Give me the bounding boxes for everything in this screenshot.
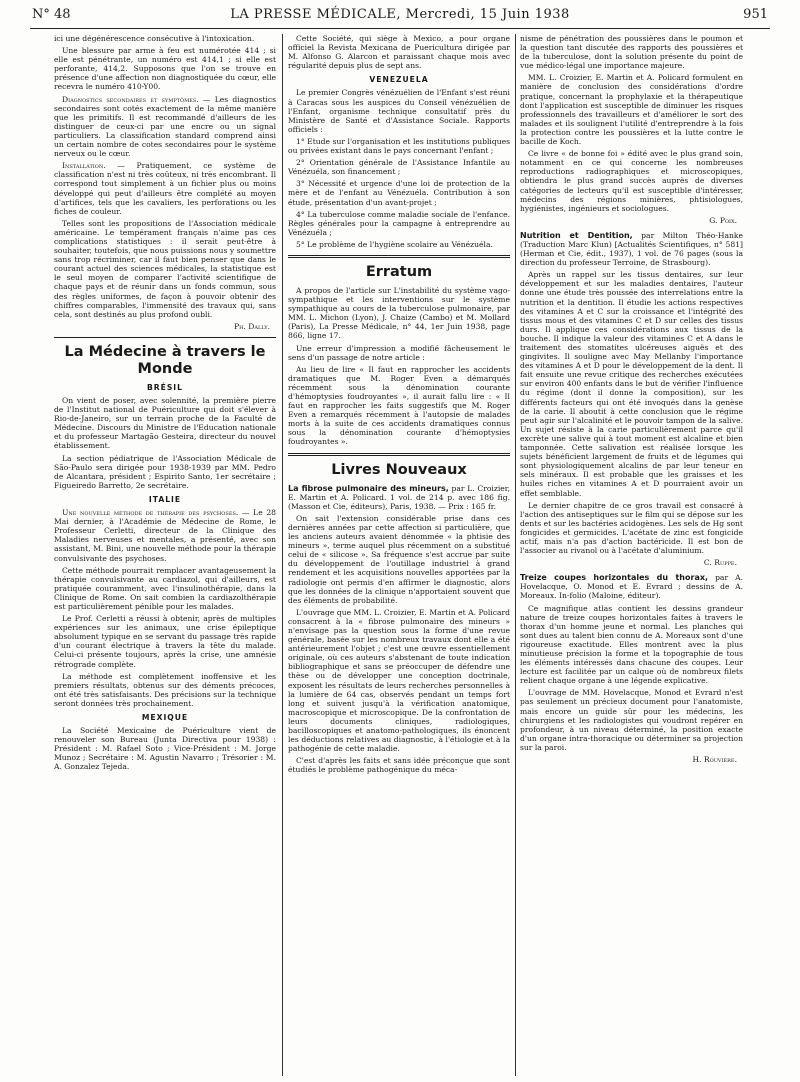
signature: G. Poix.	[709, 215, 737, 225]
review-title: Treize coupes horizontales du thorax,	[520, 573, 709, 583]
paragraph: L'ouvrage que MM. L. Croizier, E. Martin et A. Policard consacrent à la « fibrose pulmonaire des mineurs » n'envisage pas la question sous la forme d'une revue générale, basée sur les nombreux travaux dont elle a été antérieurement l'objet ; c'est une œuvre essentiellement originale, où ces auteurs s'abstenant de toute indication bibliographique et sans se préoccuper de défendre une thèse ou de développer une conception doctrinale, exposent les résultats de leurs recherches personnelles à la lumière de 64 cas, observés pendant un temps fort long et suivent jusqu'à la vérification anatomique, macroscopique et microscopique. De la confrontation de leurs documents cliniques, radiologiques, bacilloscopiques et anatomo-pathologiques, ils énoncent les déductions relatives au diagnostic, à l'étiologie et à la pathogénie de cette maladie.	[288, 607, 510, 754]
divider	[54, 337, 276, 338]
paragraph-text: — Pratiquement, ce système de classification n'est ni très coûteux, ni très encombrant. Il correspond tout simplement à un fichier plus ou moins développé qui peut d'ailleurs être complété au moyen d'artifices, tels que les cavaliers, les perforations ou les fiches de couleur.	[54, 161, 276, 216]
review-title: Nutrition et Dentition,	[520, 230, 633, 240]
list-item: 2° Orientation générale de l'Assistance Infantile au Vénézuéla, son financement ;	[288, 158, 510, 177]
paragraph: ici une dégénérescence consécutive à l'intoxication.	[54, 34, 255, 43]
list-item: 5° Le problème de l'hygiène scolaire au Vénézuéla.	[296, 239, 493, 249]
list-item: 1° Etude sur l'organisation et les institutions publiques ou privées existant dans le pays concernant l'enfant ;	[288, 136, 510, 156]
country-heading: MEXIQUE	[141, 713, 189, 722]
section-title: La Médecine à travers le Monde	[64, 343, 266, 377]
paragraph: La section pédiatrique de l'Association Médicale de São-Paulo sera dirigée pour 1938-1939 par MM. Pedro de Alcantara, président ; Espirito Santo, 1er secrétaire ; Figueiredo Barretto, 2e secrétaire.	[54, 453, 276, 490]
paragraph-text: — Le 28 Mai dernier, à l'Académie de Médecine de Rome, le Professeur Cerletti, directeur de la Clinique des Maladies nerveuses et mentales, a présenté, avec son assistant, M. Bini, une nouvelle méthode pour la thérapie convulsivante des psychoses.	[54, 508, 276, 563]
review-reference: par A. Hovelacque, O. Monod et E. Evrard ; dessins de A. Moreaux. In-folio (Maloine, éditeur).	[520, 573, 743, 601]
column-3	[520, 34, 743, 1076]
section-title: Erratum	[365, 263, 433, 280]
review-heading	[520, 231, 743, 267]
signature: H. Rouvière.	[692, 755, 737, 765]
list-item: 3° Nécessité et urgence d'une loi de protection de la mère et de l'enfant au Vénézuéla. Contribution à son étude, présentation d'un avant-projet ;	[288, 179, 510, 207]
signature: Ph. Dally.	[233, 321, 270, 331]
page-number-right: 951	[743, 7, 768, 22]
list-item: 4° La tuberculose comme maladie sociale de l'enfance. Règles générales pour la campagne à entreprendre au Vénézuéla ;	[288, 209, 510, 237]
paragraph: Le premier Congrès vénézuélien de l'Enfant s'est réuni à Caracas sous les auspices du Conseil vénézuélien de l'Enfant, organisme technique consultatif près du Ministère de Santé et d'Assistance Sociale. Rapports officiels :	[288, 88, 510, 134]
paragraph: Après un rappel sur les tissus dentaires, sur leur développement et sur les maladies dentaires, l'auteur donne une étude très poussée des interrelations entre la nutrition et la dentition. Il étudie les actions respectives des vitamines A et C sur la croissance et l'intégrité des tissus mous et des vitamines C et D sur celles des tissus durs. Il applique ces considérations aux tissus de la bouche. Il indique la valeur des vitamines C et A dans le traitement des stomatites ulcéreuses aiguës et des gingivites. Il souligne avec May Mellanby l'importance des vitamines A et D pour le développement de la dent. Il fait ensuite une revue critique des recherches exécutées sur environ 400 enfants dans le but de vérifier l'influence du régime (dont il donne la composition), sur les différents facteurs qui ont été invoqués dans la genèse de la carie. Il aboutit à cette conclusion que le régime peut agir sur l'alcalinité et le pouvoir tampon de la salive. Un sujet résiste à la carie particulièrement parce qu'il excrète une salive qui à tout moment est alcaline et bien tamponnée. Cette salivation est réalisée lorsque les sujets bénéficient largement de fruits et de légumes qui sont physiologiquement alcalins de par leur teneur en sels minéraux. Il est probable que les graisses et les huiles riches en vitamines A et D pourraient avoir un effet semblable.	[520, 270, 743, 498]
paragraph: Telles sont les propositions de l'Association médicale américaine. Le tempérament français n'aime pas ces complications statistiques : il serait peut-être à souhaiter, toutefois, que nous puissions nous y soumettre sans trop récriminer, car il faut bien penser que dans le courant actuel des sciences médicales, la statistique est le seul moyen de comparer l'activité scientifique de chaque pays et de réunir dans un fonds commun, sous des règles uniformes, de façon à pouvoir obtenir des chiffres comparables, l'immensité des travaux qui, sans cela, sont destinés au plus profond oubli.	[54, 218, 276, 319]
journal-title: LA PRESSE MÉDICALE, Mercredi, 15 Juin 1938	[230, 7, 570, 22]
paragraph: nisme de pénétration des poussières dans le poumon et la question tant discutée des rapports des poussières et de la tuberculose, dont la solution présente du point de vue médico-légal une importance majeure.	[520, 34, 743, 71]
run-in-heading: Diagnostics secondaires et symptômes.	[62, 94, 199, 104]
paragraph: A propos de l'article sur L'instabilité du système vago-sympathique et les interventions sur le système sympathique au cours de la tuberculose pulmonaire, par MM. L. Michon (Lyon), J. Chaize (Cambo) et M. Mollard (Paris), La Presse Médicale, n° 44, 1er Juin 1938, page 866, ligne 17.	[288, 285, 510, 341]
column-2	[288, 34, 510, 1076]
run-in-heading: Installation.	[62, 161, 106, 171]
paragraph: La Société Mexicaine de Puériculture vient de renouveler son Bureau (Junta Directiva pour 1938) : Président : M. Rafael Soto ; Vice-Président : M. Jorge Munoz ; Secrétaire : M. Agustin Navarro ; Trésorier : M. A. Gonzalez Tejeda.	[54, 726, 276, 772]
country-heading: BRÉSIL	[147, 382, 183, 392]
paragraph: Ce livre « de bonne foi » édité avec le plus grand soin, notamment en ce qui concerne les nombreuses reproductions radiographiques et microscopiques, obtiendra le plus grand succès auprès de diverses catégories de lecteurs qu'il est susceptible d'intéresser, médecins des régions minières, phtisiologues, hygiénistes, ingénieurs et sociologues.	[520, 149, 743, 213]
run-in-heading: Une nouvelle méthode de thérapie des psychoses.	[62, 508, 239, 518]
paragraph: Le dernier chapitre de ce gros travail est consacré à l'action des antiseptiques sur le film qui se dépose sur les dents et sur les bactéries acidogènes. Les sels de Hg sont fongicides et germicides. L'acétate de zinc est fongicide actif, mais n'a pas d'action bactéricide. Il est bon de l'associer au rivanol ou à l'acétate d'aluminium.	[520, 500, 743, 556]
signature: C. Ruppe.	[703, 558, 737, 568]
paragraph-text: — Les diagnostics secondaires sont cotés exactement de la même manière que les primitifs. Il est recommandé d'ailleurs de les distinguer de ceux-ci par une encre ou un signal particuliers. La classification standard comprend ainsi un certain nombre de cotes secondaires pour le système nerveux ou le cœur.	[54, 94, 276, 159]
paragraph: On vient de poser, avec solennité, la première pierre de l'Institut national de Puériculture qui doit s'élever à Rio-de-Janeiro, sur un terrain proche de la Faculté de Médecine. Discours du Ministre de l'Education nationale et du professeur Martagão Gesteira, directeur du nouvel établissement.	[54, 396, 276, 451]
paragraph: Une blessure par arme à feu est numérotée 414 ; si elle est pénétrante, un numéro est 414,1 ; si elle est perforante, 414,2. Supposons que l'on se trouve en présence d'une affection non diagnostiquée du cœur, elle recevra le numéro 410-Y00.	[54, 46, 276, 92]
review-heading	[288, 484, 510, 511]
paragraph: On sait l'extension considérable prise dans ces dernières années par cette affection si particulière, que les anciens auteurs avaient dénommée « la phtisie des mineurs », terme auquel plus récemment on a substitué celui de « silicose ». Sa fréquence s'est accrue par suite du développement de l'outillage industriel à grand rendement et les acquisitions nouvelles apportées par la radiologie ont permis d'en affirmer le diagnostic, alors que les données de la clinique n'apportaient souvent que des éléments de probabilité.	[288, 513, 510, 605]
divider	[288, 453, 510, 456]
paragraph: MM. L. Croizier, E. Martin et A. Policard formulent en manière de conclusion des considérations d'ordre pratique, concernant la prophylaxie et la thérapeutique dont l'application est susceptible de diminuer les risques professionnels des travailleurs et d'améliorer le sort des malades et ils soulignent l'utilité d'entreprendre à la fois la protection contre les poussières et la lutte contre le bacille de Koch.	[520, 73, 743, 147]
paragraph: L'ouvrage de MM. Hovelacque, Monod et Evrard n'est pas seulement un précieux document pour l'anatomiste, mais encore un guide sûr pour les médecins, les chirurgiens et les radiologistes qui voudront repérer en profondeur, à un niveau déterminé, la position exacte d'un organe intra-thoracique ou déterminer sa projection sur la paroi.	[520, 688, 743, 752]
paragraph: Ce magnifique atlas contient les dessins grandeur nature de treize coupes horizontales faites à travers le thorax d'un homme jeune et normal. Les planches qui sont dues au talent bien connu de A. Moreaux sont d'une rigoureuse exactitude. Elles montrent avec la plus minutieuse précision la forme et la topographie de tous les éléments intéressés dans chacune des coupes. Leur lecture est facilitée par un calque où de nombreux filets relient chaque organe à une légende explicative.	[520, 603, 743, 686]
page-number-left: N° 48	[32, 7, 71, 22]
paragraph: La méthode est complètement inoffensive et les premiers résultats, obtenus sur des déments précoces, ont été très satisfaisants. Des précisions sur la technique seront données très prochainement.	[54, 671, 276, 708]
review-title: La fibrose pulmonaire des mineurs,	[288, 483, 449, 493]
paragraph	[54, 508, 276, 563]
column-rule	[515, 34, 516, 1076]
paragraph	[54, 161, 276, 216]
review-heading	[520, 573, 743, 600]
column-1	[54, 34, 276, 1076]
paragraph: C'est d'après les faits et sans idée préconçue que sont étudiés le problème pathogénique du méca-	[288, 756, 510, 775]
paragraph: Le Prof. Cerletti a réussi à obtenir, après de multiples expériences sur les animaux, une crise épileptique absolument typique en se servant du passage très rapide d'un courant électrique à travers la tête du malade. Celui-ci présente toujours, après la crise, une amnésie rétrograde complète.	[54, 614, 276, 669]
paragraph: Cette Société, qui siège à Mexico, a pour organe officiel la Revista Mexicana de Puericultura dirigée par M. Alfonso G. Alarcon et paraissant chaque mois avec régularité depuis plus de sept ans.	[288, 34, 510, 71]
page-header	[30, 6, 770, 29]
review-reference: par Milton Théo-Hanke (Traduction Marc Klun) [Actualités Scientifiques, n° 581] (Herman et Cie, édit., 1937), 1 vol. de 76 pages (sous la direction du professeur Terroine, de Strasbourg).	[520, 230, 743, 268]
review-reference: par L. Croizier, E. Martin et A. Policard. 1 vol. de 214 p. avec 186 fig. (Masson et Cie, éditeurs), Paris, 1938. — Prix : 165 fr.	[288, 483, 510, 511]
country-heading: ITALIE	[148, 494, 182, 504]
section-title: Livres Nouveaux	[331, 461, 467, 478]
column-rule	[282, 34, 283, 1076]
paragraph: Au lieu de lire « Il faut en rapprocher les accidents dramatiques que M. Roger Even a démarqués récemment sous la dénomination courante d'hémoptysies foudroyantes », il aurait fallu lire : « Il faut en rapprocher les faits suggestifs que M. Roger Even a remarqués récemment à l'autopsie de malades morts à la suite de ces accidents dramatiques connus sous la dénomination courante d'hémoptysies foudroyantes ».	[288, 364, 510, 447]
divider	[288, 255, 510, 258]
paragraph	[54, 95, 276, 159]
paragraph: Une erreur d'impression a modifié fâcheusement le sens d'un passage de notre article :	[288, 343, 510, 362]
country-heading: VENEZUELA	[369, 75, 429, 85]
paragraph: Cette méthode pourrait remplacer avantageusement la thérapie convulsivante au cardiazol, qui d'ailleurs, est pratiquée couramment, avec l'insulinothérapie, dans la Clinique de Rome. On sait combien la cardiazolthérapie est particulièrement pénible pour les malades.	[54, 565, 276, 611]
